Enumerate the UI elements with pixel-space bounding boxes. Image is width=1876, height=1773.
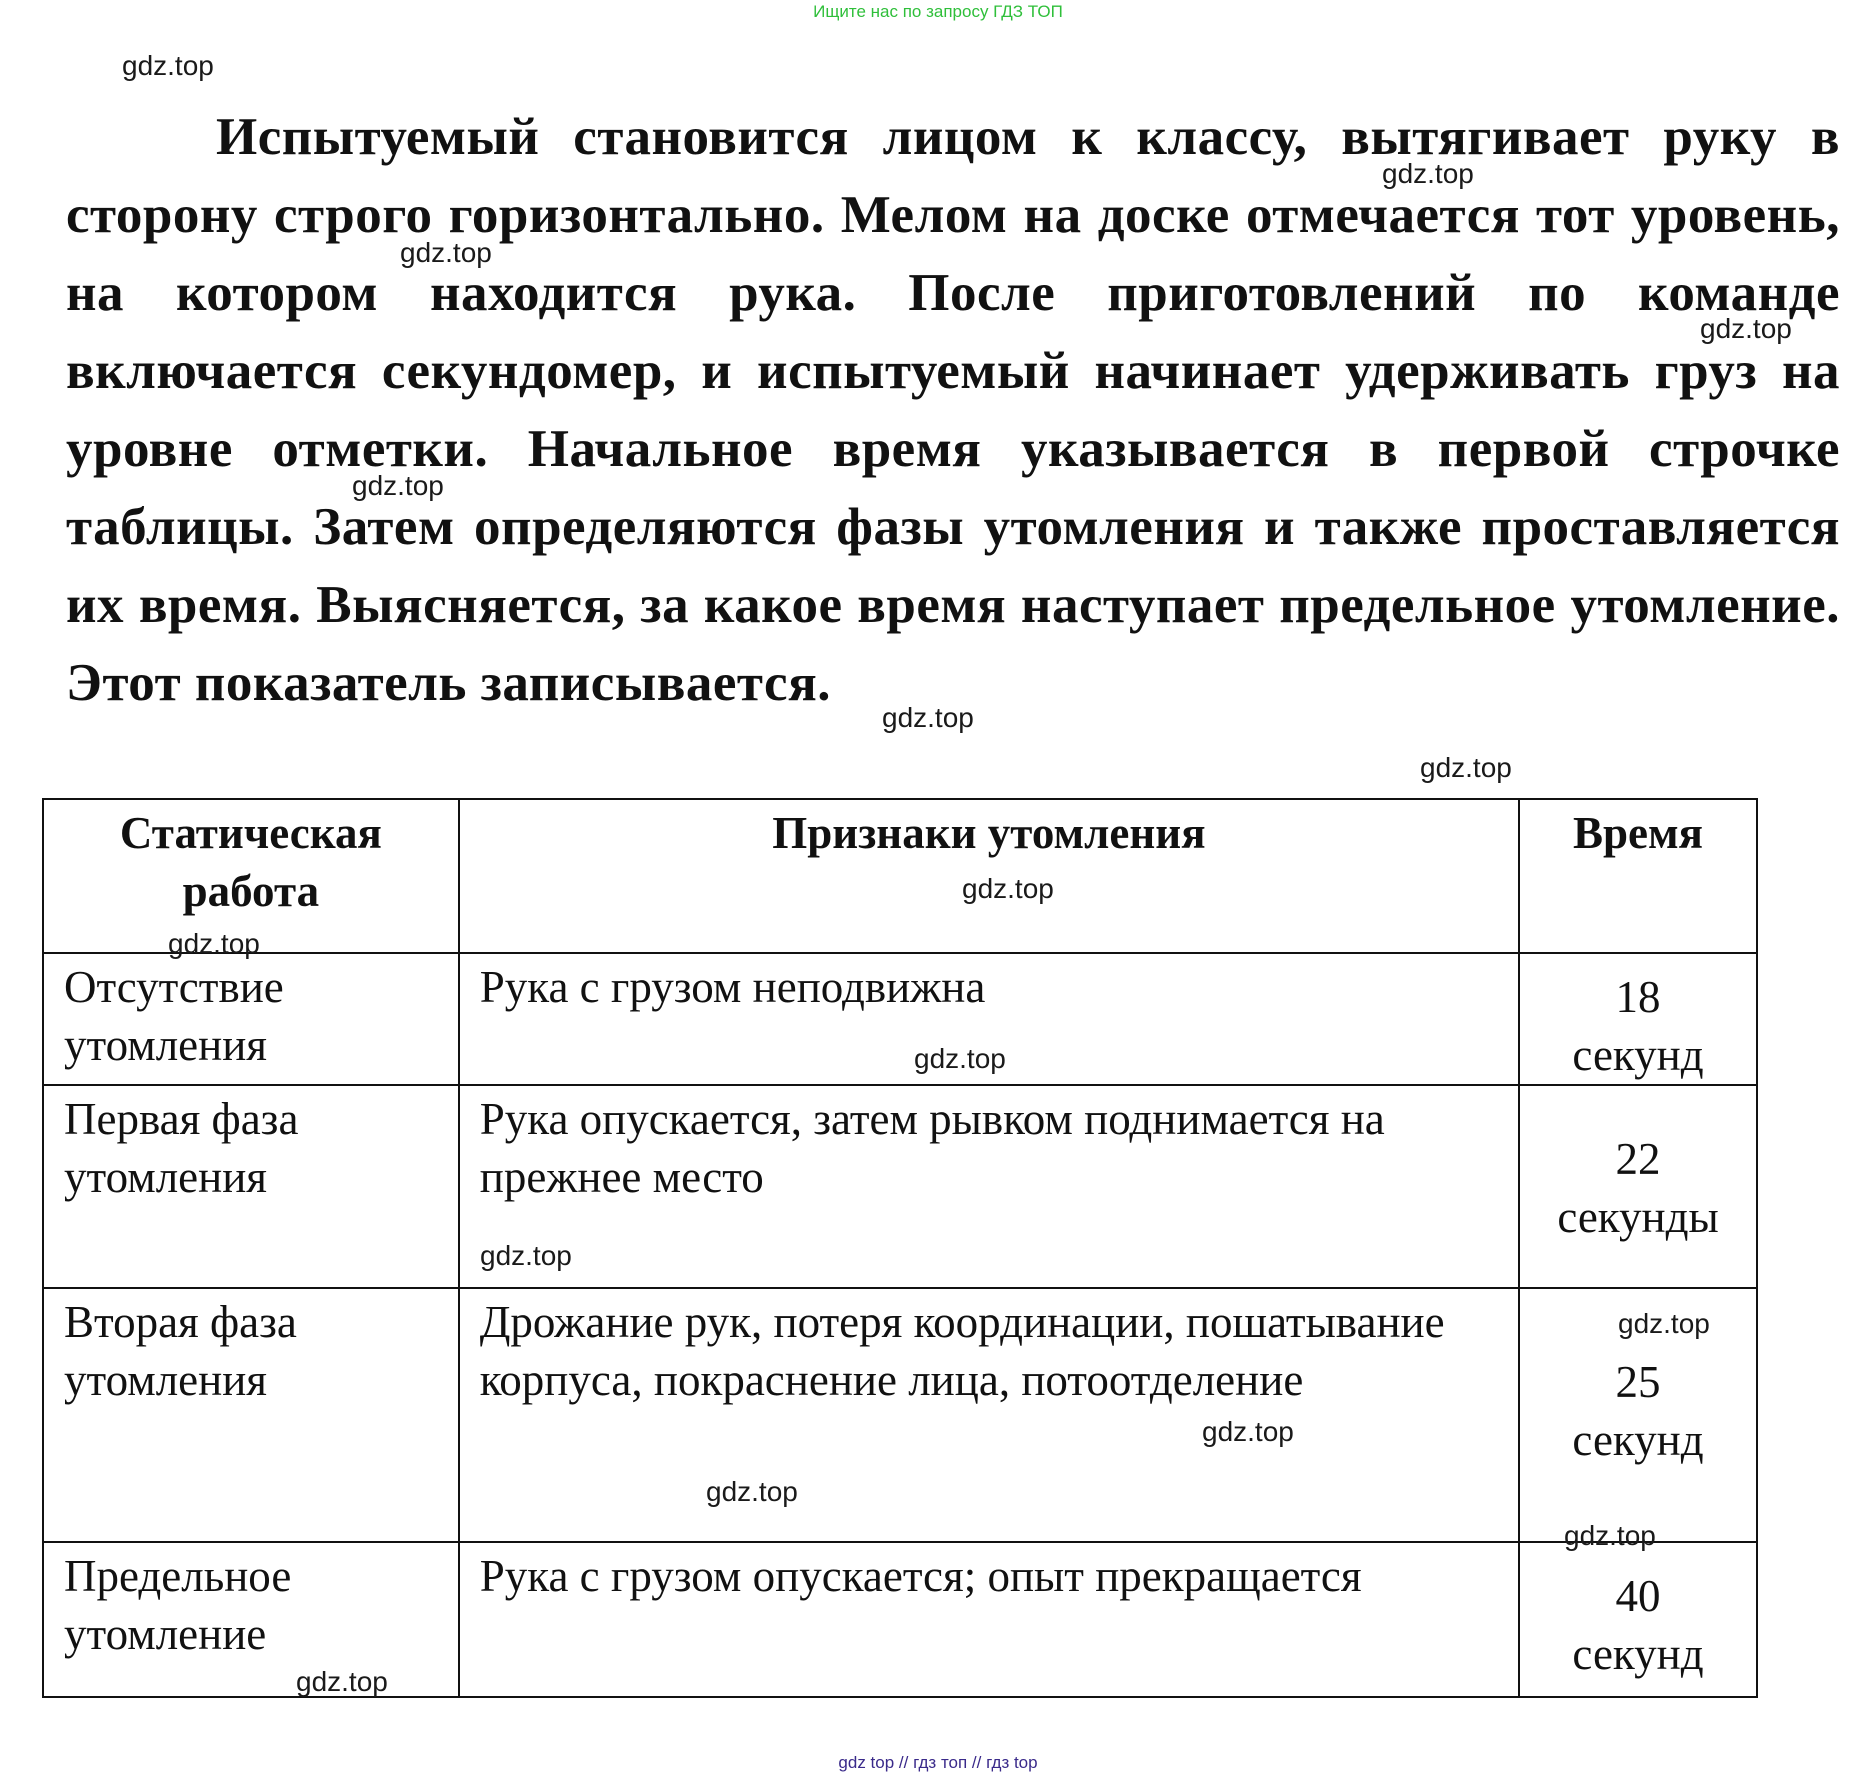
watermark: gdz.top — [962, 873, 1054, 904]
watermark: gdz.top — [400, 237, 492, 268]
watermark: gdz.top — [1382, 158, 1474, 189]
watermark: gdz.top — [706, 1476, 798, 1507]
cell-signs: Рука с грузом опускается; опыт прекращается — [459, 1542, 1519, 1697]
watermark: gdz.top — [1700, 313, 1792, 344]
watermark: gdz.top — [914, 1043, 1006, 1074]
cell-time — [1519, 953, 1757, 1085]
watermark: gdz.top — [882, 702, 974, 733]
cell-work: Вторая фаза утомления — [43, 1288, 459, 1542]
watermark: gdz.top — [168, 928, 260, 959]
table-header-row — [43, 799, 1757, 953]
cell-signs: Рука опускается, затем рывком поднимается на прежнее место — [459, 1085, 1519, 1288]
table-row — [43, 1288, 1757, 1542]
header-time: Время — [1519, 799, 1757, 953]
watermark: gdz.top — [480, 1240, 572, 1271]
instruction-paragraph: Испытуемый становится лицом к классу, вытягивает руку в сторону строго горизонтально. Мелом на доске отмечается тот уровень, на котором находится рука. После приготовлений по команде включается секундомер, и испытуемый начинает удерживать груз на уровне отметки. Начальное время указывается в первой строчке таблицы. Затем определяются фазы утомления и также проставляется их время. Выясняется, за какое время наступает предельное утомление. Этот показатель записывается. — [66, 108, 1840, 712]
watermark: gdz.top — [352, 470, 444, 501]
watermark: gdz.top — [1618, 1308, 1710, 1339]
watermark: gdz.top — [122, 50, 214, 81]
cell-time — [1519, 1085, 1757, 1288]
time-value: 18 — [1615, 972, 1661, 1022]
watermark: gdz.top — [1420, 752, 1512, 783]
table-row — [43, 1085, 1757, 1288]
time-unit: секунд — [1572, 1415, 1704, 1465]
time-value: 22 — [1615, 1134, 1661, 1184]
header-fatigue-signs: Признаки утомления — [459, 799, 1519, 953]
cell-signs: Дрожание рук, потеря координации, пошатывание корпуса, покраснение лица, потоотделение — [459, 1288, 1519, 1542]
time-unit: секунд — [1572, 1629, 1704, 1679]
header-static-work: Статическая работа — [43, 799, 459, 953]
cell-time — [1519, 1542, 1757, 1697]
time-value: 25 — [1615, 1357, 1661, 1407]
time-unit: секунды — [1557, 1192, 1719, 1242]
fatigue-table — [42, 798, 1758, 1698]
cell-work: Первая фаза утомления — [43, 1085, 459, 1288]
cell-signs: Рука с грузом неподвижна — [459, 953, 1519, 1085]
cell-work: Отсутствие утомления — [43, 953, 459, 1085]
top-banner: Ищите нас по запросу ГДЗ ТОП — [813, 2, 1063, 21]
time-unit: секунд — [1572, 1030, 1704, 1080]
watermark: gdz.top — [1564, 1520, 1656, 1551]
time-value: 40 — [1615, 1571, 1661, 1621]
watermark: gdz.top — [296, 1666, 388, 1697]
footer-links: gdz top // гдз топ // гдз top — [838, 1753, 1038, 1772]
watermark: gdz.top — [1202, 1416, 1294, 1447]
table-row — [43, 953, 1757, 1085]
cell-work: Предельное утомление — [43, 1542, 459, 1697]
